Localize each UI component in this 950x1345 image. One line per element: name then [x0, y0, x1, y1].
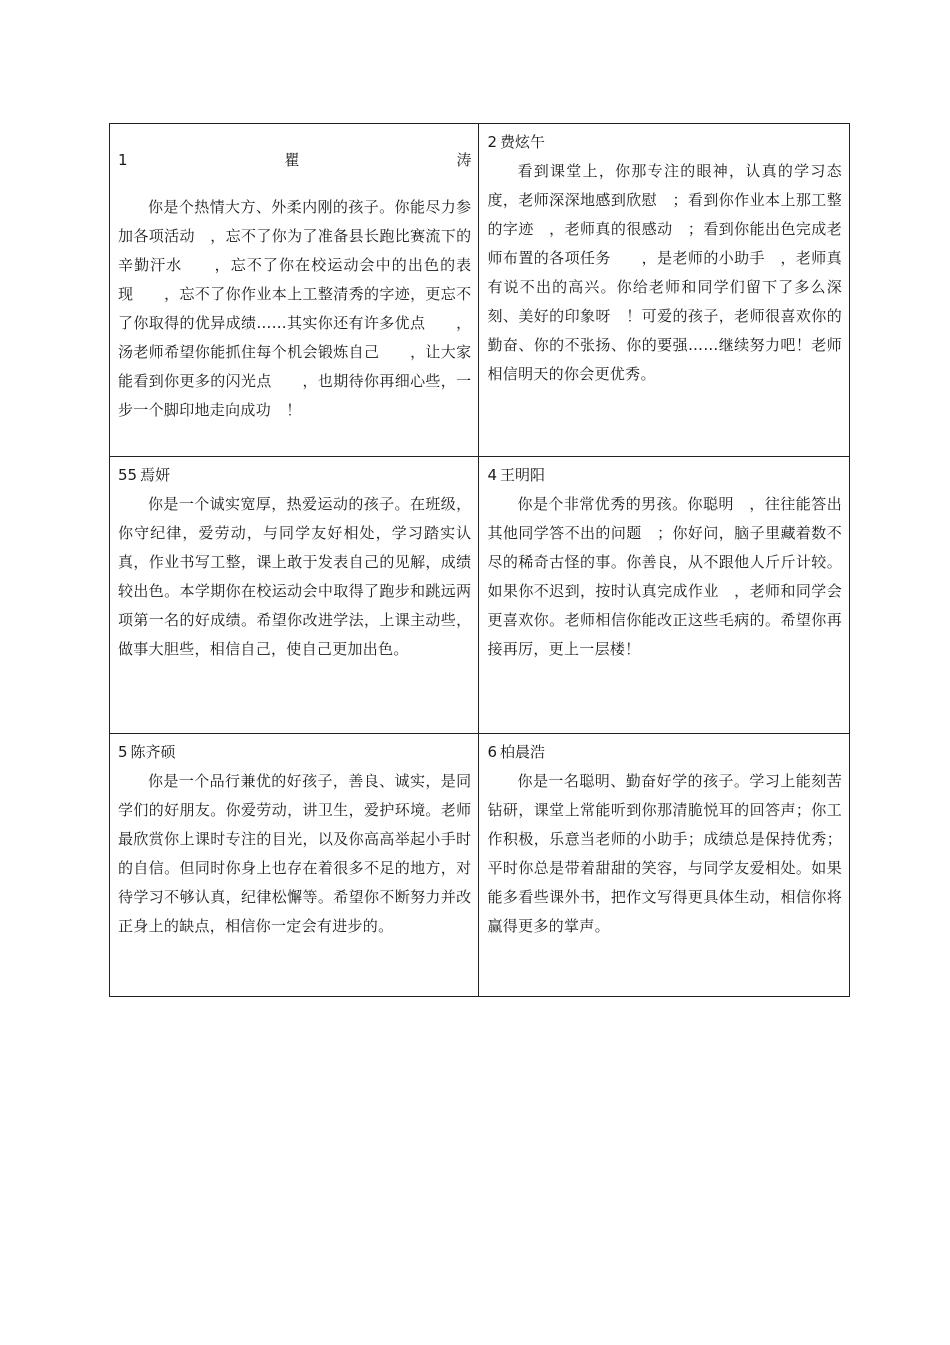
- teacher-comment: 看到课堂上，你那专注的眼神，认真的学习态度，老师深深地感到欣慰 ；看到你作业本上那工整的字迹 ，老师真的很感动 ；看到你能出色完成老师布置的各项任务 ，是老师的小助手 ，老师真有说不出的高兴。你给老师和同学们留下了多么深刻、美好的印象呀 ！可爱的孩子，老师很喜欢你的勤奋、你的不张扬、你的要强……继续努力吧！老师相信明天的你会更优秀。: [487, 162, 842, 383]
- student-name: 王明阳: [500, 466, 546, 484]
- teacher-comment: 你是一个品行兼优的好孩子，善良、诚实，是同学们的好朋友。你爱劳动，讲卫生，爱护环境。老师最欣赏你上课时专注的目光，以及你高高举起小手时的自信。但同时你身上也存在着很多不足的地方，对待学习不够认真，纪律松懈等。希望你不断努力并改正身上的缺点，相信你一定会有进步的。: [118, 772, 472, 935]
- student-name-char-2: 涛: [456, 151, 472, 169]
- student-card-5: [110, 734, 479, 997]
- student-number: 1: [118, 151, 128, 169]
- student-number: 5: [118, 743, 128, 761]
- student-comments-table: [109, 123, 850, 997]
- table-row: [110, 457, 850, 734]
- table-row: [110, 124, 850, 457]
- student-number: 2: [487, 133, 498, 151]
- student-number: 55: [118, 466, 138, 484]
- student-name: 费炫午: [500, 133, 546, 151]
- teacher-comment: 你是一个诚实宽厚，热爱运动的孩子。在班级，你守纪律，爱劳动，与同学友好相处，学习踏实认真，作业书写工整，课上敢于发表自己的见解，成绩较出色。本学期你在校运动会中取得了跑步和跳远两项第一名的好成绩。希望你改进学法，上课主动些，做事大胆些，相信自己，使自己更加出色。: [118, 495, 472, 658]
- student-heading: [487, 128, 842, 157]
- student-number: 4: [487, 466, 498, 484]
- student-card-3: [110, 457, 479, 734]
- teacher-comment: 你是一名聪明、勤奋好学的孩子。学习上能刻苦钻研，课堂上常能听到你那清脆悦耳的回答声；你工作积极，乐意当老师的小助手；成绩总是保持优秀；平时你总是带着甜甜的笑容，与同学友爱相处。如果能多看些课外书，把作文写得更具体生动，相信你将赢得更多的掌声。: [487, 772, 842, 935]
- table-row: [110, 734, 850, 997]
- student-heading: [487, 461, 842, 490]
- student-heading: [487, 738, 842, 767]
- student-name-char-1: 瞿: [284, 151, 300, 169]
- student-heading: [118, 738, 471, 767]
- student-card-6: [479, 734, 850, 997]
- student-card-2: [479, 124, 850, 457]
- student-heading: [118, 461, 471, 490]
- student-heading: [118, 146, 471, 175]
- student-card-4: [479, 457, 850, 734]
- student-card-1: [110, 124, 479, 457]
- student-name: 焉妍: [140, 466, 171, 484]
- teacher-comment: 你是个非常优秀的男孩。你聪明 ，往往能答出其他同学答不出的问题 ；你好问，脑子里藏着数不尽的稀奇古怪的事。你善良，从不跟他人斤斤计较。如果你不迟到，按时认真完成作业 ，老师和同学会更喜欢你。老师相信你能改正这些毛病的。希望你再接再厉，更上一层楼！: [487, 495, 842, 658]
- student-name: 陈齐硕: [130, 743, 176, 761]
- student-name: 柏晨浩: [500, 743, 546, 761]
- student-number: 6: [487, 743, 498, 761]
- teacher-comment: 你是个热情大方、外柔内刚的孩子。你能尽力参加各项活动 ，忘不了你为了准备县长跑比赛流下的辛勤汗水 ，忘不了你在校运动会中的出色的表现 ，忘不了你作业本上工整清秀的字迹，更忘不了你取得的优异成绩……其实你还有许多优点 ，汤老师希望你能抓住每个机会锻炼自己 ，让大家能看到你更多的闪光点 ，也期待你再细心些，一步一个脚印地走向成功 ！: [118, 198, 472, 419]
